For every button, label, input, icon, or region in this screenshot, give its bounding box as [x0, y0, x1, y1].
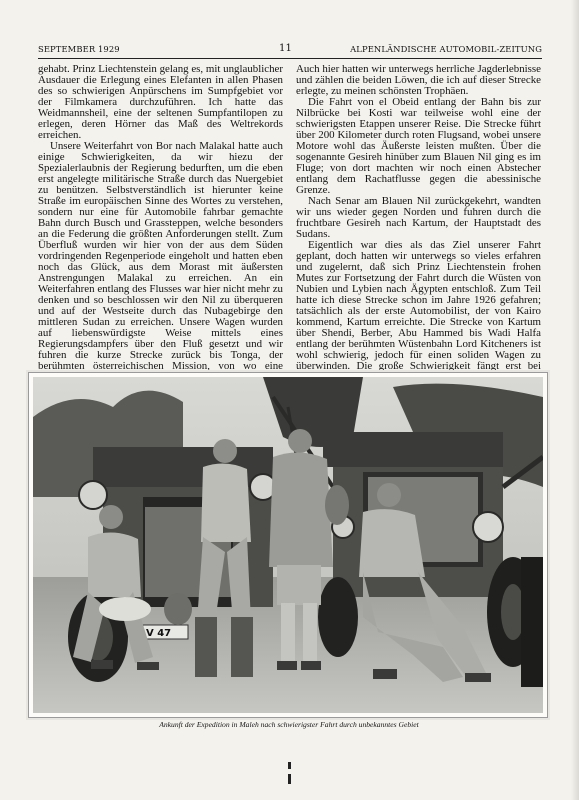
paragraph: gehabt. Prinz Liechtenstein gelang es, mit unglaublicher Ausdauer die Erlegung eines Elefanten in allen Phasen des so schwierigen Anpürschens im Sumpfgebiet vor der Filmkamera durchzuführen. Ich hatte das Weidmannsheil, eine der seltenen Sumpfantilopen zu erlegen, deren Hörner das Maß des Weltrekords erreichen. — [38, 63, 283, 141]
photo-frame — [28, 372, 548, 718]
page-header — [38, 44, 542, 58]
paragraph: Auch hier hatten wir unterwegs herrliche Jagderlebnisse und zählen die beiden Löwen, die ich auf dieser Strecke erlegte, zu meinen schönsten Trophäen. — [296, 63, 541, 97]
license-plate-text: V 47 — [146, 628, 172, 639]
article-column-left — [38, 64, 283, 394]
header-date: SEPTEMBER 1929 — [38, 44, 120, 54]
print-mark — [288, 774, 291, 784]
paragraph: Nach Senar am Blauen Nil zurückgekehrt, wandten wir uns wieder gegen Norden und fuhren durch die fruchtbare Gesireh nach Kartum, der Hauptstadt des Sudans. — [296, 195, 541, 240]
page-edge-shadow — [571, 0, 579, 800]
paragraph: Die Fahrt von el Obeid entlang der Bahn bis zur Nilbrücke bei Kosti war teilweise wohl eine der schwierigsten Etappen unserer Reise. Die Strecke führt über 200 Kilometer durch roten Flugsand, wobei unsere Motore wohl das Äußerste leisten mußten. Über die sogenannte Gesireh hinüber zum Blauen Nil ging es im Fluge; von dort machten wir noch einen Abstecher entlang dem Rachatflusse gegen die abessinische Grenze. — [296, 96, 541, 196]
header-page-number: 11 — [279, 43, 292, 54]
article-column-right — [296, 64, 541, 383]
paragraph: Unsere Weiterfahrt von Bor nach Malakal hatte auch einige Schwierigkeiten, da wir hiezu der Spezialerlaubnis der Regierung bedurften, um die eben erst angelegte militärische Straße durch das Nuergebiet zu benützen. Selbstverständlich ist hierunter keine Straße im europäischen Sinne des Wortes zu verstehen, sondern nur eine für Automobile fahrbar gemachte Bahn durch Busch und Grassteppen, welche besonders an die Federung die größten Anforderungen stellt. Zum Überfluß wurden wir hier von der aus dem Süden vordringenden Regenperiode eingeholt und hatten eben noch das Glück, aus dem Morast mit äußersten Anstrengungen Malakal zu erreichen. An ein Weiterfahren entlang des Flusses war hier nicht mehr zu denken und so beschlossen wir den Nil zu überqueren und auf der Westseite durch das Nubagebirge den mittleren Sudan zu erreichen. Unsere Wagen wurden auf liebenswürdigste Weise mittels eines Regierungsdampfers über den Fluß gesetzt und wir fuhren die kurze Strecke zurück bis Tonga, der berühmten österreichischen Mission, von wo eine — [38, 140, 283, 372]
expedition-photo — [33, 377, 543, 713]
photo-caption: Ankunft der Expedition in Maleh nach schwierigster Fahrt durch unbekanntes Gebiet — [159, 720, 419, 729]
header-rule — [38, 58, 542, 59]
expedition-photo-image — [33, 377, 543, 713]
paragraph: Eigentlich war dies als das Ziel unserer Fahrt geplant, doch hatten wir unterwegs so vieles erfahren und zugelernt, daß sich Prinz Liechtenstein frohen Mutes zur Fortsetzung der Fahrt durch die Wüsten von Nubien und Lybien nach Ägypten entschloß. Zum Teil hatte ich diese Strecke schon im Jahre 1926 gefahren; tatsächlich als der erste Automobilist, der von Kairo kommend, Kartum erreichte. Die Strecke von Kartum über Shendi, Berber, Abu Hammed bis Wadi Halfa entlang der berühmten Wüstenbahn Lord Kitcheners ist wohl schwierig, jedoch für einen soliden Wagen zu überwinden. Die große Schwierigkeit fängt erst bei — [296, 239, 541, 372]
header-publication: ALPENLÄNDISCHE AUTOMOBIL-ZEITUNG — [350, 44, 542, 54]
print-mark — [288, 762, 291, 769]
